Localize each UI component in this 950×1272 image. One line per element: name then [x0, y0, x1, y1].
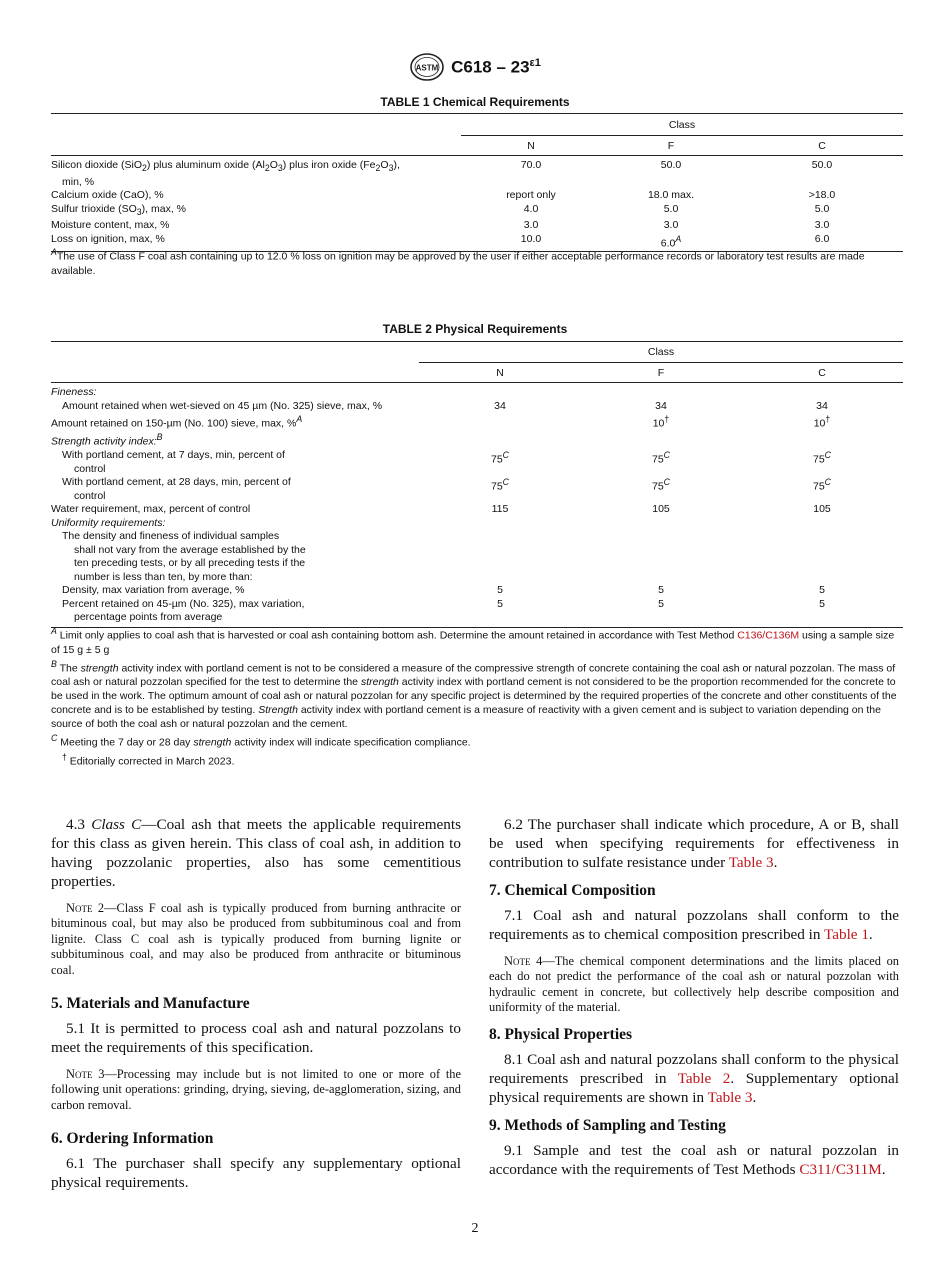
- footnote-c: $^C$ Meeting the 7 day or 28 day strength activity index will indicate specification compliance.: [51, 733, 471, 749]
- table-row: With portland cement, at 28 days, min, percent of control $75^C$ $75^C$ $75^C$: [62, 476, 831, 502]
- para-8-1: 8.1 Coal ash and natural pozzolans shall conform to the physical requirements prescribed in Table 2. Supplementary optional physical requirements are shown in Table 3.: [489, 1050, 899, 1106]
- table-row: Calcium oxide (CaO), % report only 18.0 max. >18.0: [51, 189, 836, 202]
- table1-col-n: N: [527, 139, 535, 152]
- table2-col-n: N: [496, 366, 504, 379]
- section-7-heading: 7. Chemical Composition: [489, 882, 656, 899]
- table-row: Moisture content, max, % 3.0 3.0 3.0: [51, 219, 830, 232]
- table2-physical-requirements: [51, 341, 903, 628]
- uniformity-label: Uniformity requirements:: [51, 516, 166, 529]
- note-3: Note 3—Processing may include but is not limited to one or more of the following unit operations: grinding, drying, sieving, de-agglomeration, sizing, and carbon removal.: [51, 1067, 461, 1112]
- table2-footnotes: [51, 624, 903, 768]
- table-row: Loss on ignition, max, % 10.0 $6.0^A$ 6.0: [51, 233, 903, 252]
- table1-col-f: F: [667, 139, 675, 152]
- table1-title: TABLE 1 Chemical Requirements: [380, 95, 570, 109]
- c136-link[interactable]: C136/C136M: [737, 629, 800, 642]
- section-6-heading: 6. Ordering Information: [51, 1130, 214, 1148]
- footnote-a: $^A$ Limit only applies to coal ash that is harvested or coal ash containing bottom ash. Determine the amount retained in accordance with Test Method C136/C136M using a sample size of 15 g ± 5 g: [51, 626, 895, 656]
- table2-link[interactable]: Table 2: [677, 1069, 731, 1087]
- svg-text:ASTM: ASTM: [415, 63, 439, 73]
- table1-chemical-requirements: [51, 113, 903, 252]
- table1-col-c: C: [818, 139, 826, 152]
- astm-logo-icon: [409, 52, 445, 82]
- fineness-label: Fineness:: [51, 386, 97, 398]
- page-header: [0, 52, 950, 82]
- table2-col-f: F: [657, 366, 665, 379]
- section-5-heading: 5. Materials and Manufacture: [51, 995, 250, 1013]
- strength-activity-label: Strength activity index:$^B$: [51, 432, 163, 448]
- table1-class-header: Class: [461, 119, 903, 135]
- table3-link-2[interactable]: Table 3: [707, 1088, 753, 1106]
- right-column: [489, 815, 899, 1179]
- table3-link[interactable]: Table 3: [728, 854, 774, 871]
- section-9-heading: 9. Methods of Sampling and Testing: [489, 1116, 726, 1134]
- table2-title: TABLE 2 Physical Requirements: [382, 322, 568, 336]
- page-number: 2: [471, 1221, 479, 1236]
- table-row: With portland cement, at 7 days, min, percent of control $75^C$ $75^C$ $75^C$: [62, 449, 831, 475]
- para-6-1: 6.1 The purchaser shall specify any supplementary optional physical requirements.: [51, 1155, 461, 1192]
- c311-link[interactable]: C311/C311M: [799, 1160, 882, 1178]
- table1-link[interactable]: Table 1: [824, 926, 869, 943]
- footnote-dagger: † Editorially corrected in March 2023.: [62, 751, 235, 767]
- table2-class-header: Class: [419, 346, 903, 362]
- para-9-1: 9.1 Sample and test the coal ash or natural pozzolan in accordance with the requirements of Test Methods C311/C311M.: [489, 1141, 899, 1178]
- uniformity-description: The density and fineness of individual samples shall not vary from the average established by the ten preceding tests, or by all preceding tests if the number is less than ten, by more than:: [62, 530, 306, 583]
- epsilon-superscript: ε1: [529, 56, 541, 69]
- table-row: Density, max variation from average, % 5 5 5: [62, 584, 825, 596]
- document-designation: $C618 - 23^{\varepsilon 1}$: [451, 56, 541, 77]
- section-8-heading: 8. Physical Properties: [489, 1025, 633, 1043]
- table-row: Percent retained on 45-µm (No. 325), max variation, percentage points from average 5 5 5: [51, 598, 903, 628]
- table-row: Sulfur trioxide $(SO_3)$, max, % 4.0 5.0 5.0: [51, 202, 830, 217]
- table1-footnote: $^A$The use of Class F coal ash containing up to 12.0 % loss on ignition may be approved by the user if either acceptable performance records or laboratory test results are made available.: [51, 247, 865, 277]
- para-6-2: 6.2 The purchaser shall indicate which procedure, A or B, shall be used when specifying requirements for effectiveness in contribution to sulfate resistance under Table 3.: [489, 816, 899, 871]
- para-4-3: 4.3 Class C—Coal ash that meets the applicable requirements for this class as given herein. This class of coal ash, in addition to having pozzolanic properties, also has some cementitious properties.: [51, 816, 461, 890]
- para-7-1: 7.1 Coal ash and natural pozzolans shall conform to the requirements as to chemical composition prescribed in Table 1.: [489, 907, 899, 943]
- table-row: Amount retained when wet-sieved on 45 µm (No. 325) sieve, max, % 34 34 34: [62, 399, 828, 412]
- note-2: Note 2—Class F coal ash is typically produced from burning anthracite or bituminous coal, but may also be produced from subbituminous coal and from lignite. Class C coal ash is typically produced from burning lignite or subbituminous coal, and may also be produced from anthracite or bituminous coal.: [51, 901, 461, 977]
- table-row: Water requirement, max, percent of control 115 105 105: [51, 503, 831, 515]
- table2-col-c: C: [818, 366, 826, 379]
- para-5-1: 5.1 It is permitted to process coal ash and natural pozzolans to meet the requirements of this specification.: [51, 1020, 461, 1057]
- table-row: Amount retained on 150-µm (No. 100) sieve, max, %$^A$ 10† 10†: [51, 414, 831, 430]
- note-4: Note 4—The chemical component determinations and the limits placed on each do not predict the performance of the coal ash or natural pozzolan with hydraulic cement in concrete, but collectively help describe composition and uniformity of the material.: [489, 954, 899, 1015]
- left-column: [51, 815, 461, 1192]
- footnote-b: $^B$ The strength activity index with portland cement is not to be considered a measure of the compressive strength of concrete containing the coal ash or natural pozzolan. The mass of coal ash or natural pozzolan specified for the test to determine the strength activity index with portland cement is not considered to be the proportion recommended for the concrete to be used in the work. The optimum amount of coal ash or natural pozzolan for any specific project is determined by the required properties of the concrete and other constituents of the concrete and is to be established by testing. Strength activity index with portland cement is a measure of reactivity with a given cement and is subject to variation depending on the source of both the coal ash or natural pozzolan and the cement.: [51, 658, 897, 730]
- table-row: Silicon dioxide (SiO$_2$) plus aluminum oxide $(Al_2O_3)$ plus iron oxide $(Fe_2O_3)$, min, % 70.0 50.0 50.0: [51, 159, 833, 188]
